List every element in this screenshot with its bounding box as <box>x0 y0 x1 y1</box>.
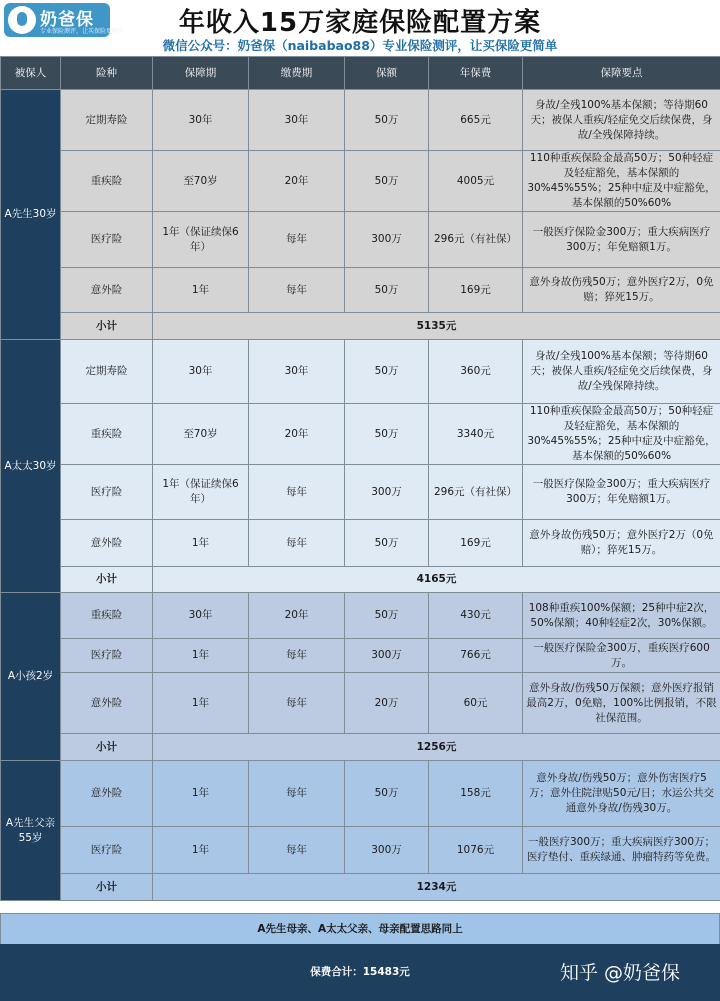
table-row <box>1 151 720 212</box>
coverage-amount: 50万 <box>345 90 429 151</box>
family-note: A先生母亲、A太太父亲、母亲配置思路同上 <box>0 913 720 945</box>
payment-period: 每年 <box>249 673 345 734</box>
annual-premium: 169元 <box>429 268 523 313</box>
page-header <box>0 0 720 55</box>
coverage-amount: 50万 <box>345 151 429 212</box>
coverage-amount: 300万 <box>345 827 429 874</box>
coverage-points: 意外身故伤残50万；意外医疗2万，0免赔；猝死15万。 <box>523 268 720 313</box>
coverage-period: 1年 <box>153 827 249 874</box>
table-row <box>1 827 720 874</box>
annual-premium: 430元 <box>429 593 523 639</box>
insured-person: A先生30岁 <box>1 90 61 340</box>
insurance-type: 定期寿险 <box>61 90 153 151</box>
coverage-points: 身故/全残100%基本保额；等待期60天；被保人重疾/轻症免交后续保费，身故/全残保障持续。 <box>523 90 720 151</box>
annual-premium: 3340元 <box>429 404 523 465</box>
table-row <box>1 520 720 567</box>
table-row <box>1 212 720 268</box>
subtotal-row <box>1 874 720 901</box>
table-header-row <box>1 57 720 90</box>
payment-period: 30年 <box>249 340 345 404</box>
subtotal-label: 小计 <box>61 874 153 901</box>
coverage-points: 一般医疗保险金300万；重大疾病医疗300万；年免赔额1万。 <box>523 465 720 520</box>
annual-premium: 4005元 <box>429 151 523 212</box>
annual-premium: 360元 <box>429 340 523 404</box>
insured-person: A小孩2岁 <box>1 593 61 761</box>
coverage-period: 1年 <box>153 268 249 313</box>
column-header: 保障要点 <box>523 57 720 90</box>
logo-icon <box>8 6 36 34</box>
insured-group <box>1 761 720 901</box>
table-row <box>1 90 720 151</box>
coverage-points: 身故/全残100%基本保额；等待期60天；被保人重疾/轻症免交后续保费，身故/全残保障持续。 <box>523 340 720 404</box>
annual-premium: 169元 <box>429 520 523 567</box>
coverage-points: 意外身故/伤残50万；意外伤害医疗5万；意外住院津贴50元/日；水运公共交通意外身故/伤残30万。 <box>523 761 720 827</box>
coverage-amount: 50万 <box>345 593 429 639</box>
coverage-amount: 50万 <box>345 340 429 404</box>
insurance-type: 医疗险 <box>61 639 153 673</box>
payment-period: 每年 <box>249 268 345 313</box>
coverage-amount: 50万 <box>345 404 429 465</box>
payment-period: 每年 <box>249 761 345 827</box>
table-row <box>1 404 720 465</box>
coverage-period: 1年（保证续保6年） <box>153 212 249 268</box>
page-subtitle: 微信公众号：奶爸保（naibabao88）专业保险测评，让买保险更简单 <box>162 38 558 53</box>
insured-group <box>1 340 720 593</box>
annual-premium: 158元 <box>429 761 523 827</box>
coverage-period: 30年 <box>153 593 249 639</box>
table-row <box>1 268 720 313</box>
table-row <box>1 593 720 639</box>
coverage-period: 至70岁 <box>153 151 249 212</box>
column-header: 保障期 <box>153 57 249 90</box>
subtotal-row <box>1 313 720 340</box>
insured-group <box>1 593 720 761</box>
subtotal-value: 1234元 <box>153 874 720 901</box>
subtotal-row <box>1 567 720 593</box>
logo-text: 奶爸保 <box>40 10 94 30</box>
table-row <box>1 465 720 520</box>
insurance-type: 定期寿险 <box>61 340 153 404</box>
insurance-type: 医疗险 <box>61 465 153 520</box>
brand-logo <box>4 3 125 37</box>
coverage-amount: 20万 <box>345 673 429 734</box>
coverage-points: 一般医疗保险金300万；重大疾病医疗300万；年免赔额1万。 <box>523 212 720 268</box>
insurance-type: 意外险 <box>61 268 153 313</box>
insurance-plan-table <box>0 56 720 901</box>
insurance-type: 重疾险 <box>61 151 153 212</box>
payment-period: 每年 <box>249 827 345 874</box>
payment-period: 每年 <box>249 465 345 520</box>
table-row <box>1 673 720 734</box>
coverage-points: 108种重疾100%保额；25种中症2次，50%保额；40种轻症2次，30%保额。 <box>523 593 720 639</box>
payment-period: 20年 <box>249 593 345 639</box>
zhihu-watermark: 知乎 @奶爸保 <box>560 962 681 984</box>
insured-person: A太太30岁 <box>1 340 61 593</box>
subtotal-label: 小计 <box>61 734 153 761</box>
table-row <box>1 639 720 673</box>
insurance-type: 意外险 <box>61 520 153 567</box>
coverage-points: 意外身故伤残50万；意外医疗2万（0免赔）；猝死15万。 <box>523 520 720 567</box>
annual-premium: 766元 <box>429 639 523 673</box>
subtotal-value: 5135元 <box>153 313 720 340</box>
subtotal-label: 小计 <box>61 567 153 593</box>
insurance-type: 医疗险 <box>61 212 153 268</box>
column-header: 缴费期 <box>249 57 345 90</box>
coverage-period: 1年 <box>153 520 249 567</box>
insurance-type: 意外险 <box>61 761 153 827</box>
column-header: 险种 <box>61 57 153 90</box>
coverage-points: 意外身故/伤残50万保额；意外医疗报销最高2万，0免赔，100%比例报销，不限社保范围。 <box>523 673 720 734</box>
subtotal-row <box>1 734 720 761</box>
payment-period: 20年 <box>249 404 345 465</box>
annual-premium: 60元 <box>429 673 523 734</box>
payment-period: 每年 <box>249 212 345 268</box>
subtotal-value: 4165元 <box>153 567 720 593</box>
annual-premium: 296元（有社保） <box>429 465 523 520</box>
coverage-points: 一般医疗保险金300万，重疾医疗600万。 <box>523 639 720 673</box>
insured-person: A先生父亲55岁 <box>1 761 61 901</box>
annual-premium: 296元（有社保） <box>429 212 523 268</box>
premium-total: 保费合计：15483元 <box>310 966 410 978</box>
table-row <box>1 340 720 404</box>
subtotal-value: 1256元 <box>153 734 720 761</box>
coverage-points: 一般医疗300万；重大疾病医疗300万；医疗垫付、重疾绿通、肿瘤特药等免费。 <box>523 827 720 874</box>
coverage-period: 1年（保证续保6年） <box>153 465 249 520</box>
coverage-period: 30年 <box>153 340 249 404</box>
coverage-period: 1年 <box>153 639 249 673</box>
annual-premium: 1076元 <box>429 827 523 874</box>
page-footer <box>0 944 720 1001</box>
coverage-period: 至70岁 <box>153 404 249 465</box>
payment-period: 每年 <box>249 520 345 567</box>
insurance-type: 重疾险 <box>61 404 153 465</box>
column-header: 年保费 <box>429 57 523 90</box>
coverage-points: 110种重疾保险金最高50万；50种轻症及轻症豁免，基本保额的30%45%55%；25种中症及中症豁免，基本保额的50%60% <box>523 151 720 212</box>
payment-period: 每年 <box>249 639 345 673</box>
column-header: 保额 <box>345 57 429 90</box>
insurance-type: 意外险 <box>61 673 153 734</box>
payment-period: 20年 <box>249 151 345 212</box>
coverage-amount: 300万 <box>345 639 429 673</box>
coverage-period: 30年 <box>153 90 249 151</box>
table-row <box>1 761 720 827</box>
annual-premium: 665元 <box>429 90 523 151</box>
column-header: 被保人 <box>1 57 61 90</box>
subtotal-label: 小计 <box>61 313 153 340</box>
payment-period: 30年 <box>249 90 345 151</box>
coverage-period: 1年 <box>153 761 249 827</box>
coverage-points: 110种重疾保险金最高50万；50种轻症及轻症豁免，基本保额的30%45%55%；25种中症及中症豁免，基本保额的50%60% <box>523 404 720 465</box>
coverage-amount: 300万 <box>345 465 429 520</box>
insurance-type: 重疾险 <box>61 593 153 639</box>
coverage-amount: 50万 <box>345 520 429 567</box>
logo-slogan: 专业保险测评，让买保险更简单 <box>40 28 125 35</box>
insured-group <box>1 90 720 340</box>
coverage-amount: 50万 <box>345 268 429 313</box>
coverage-period: 1年 <box>153 673 249 734</box>
insurance-type: 医疗险 <box>61 827 153 874</box>
coverage-amount: 50万 <box>345 761 429 827</box>
page-title: 年收入15万家庭保险配置方案 <box>178 8 542 38</box>
coverage-amount: 300万 <box>345 212 429 268</box>
